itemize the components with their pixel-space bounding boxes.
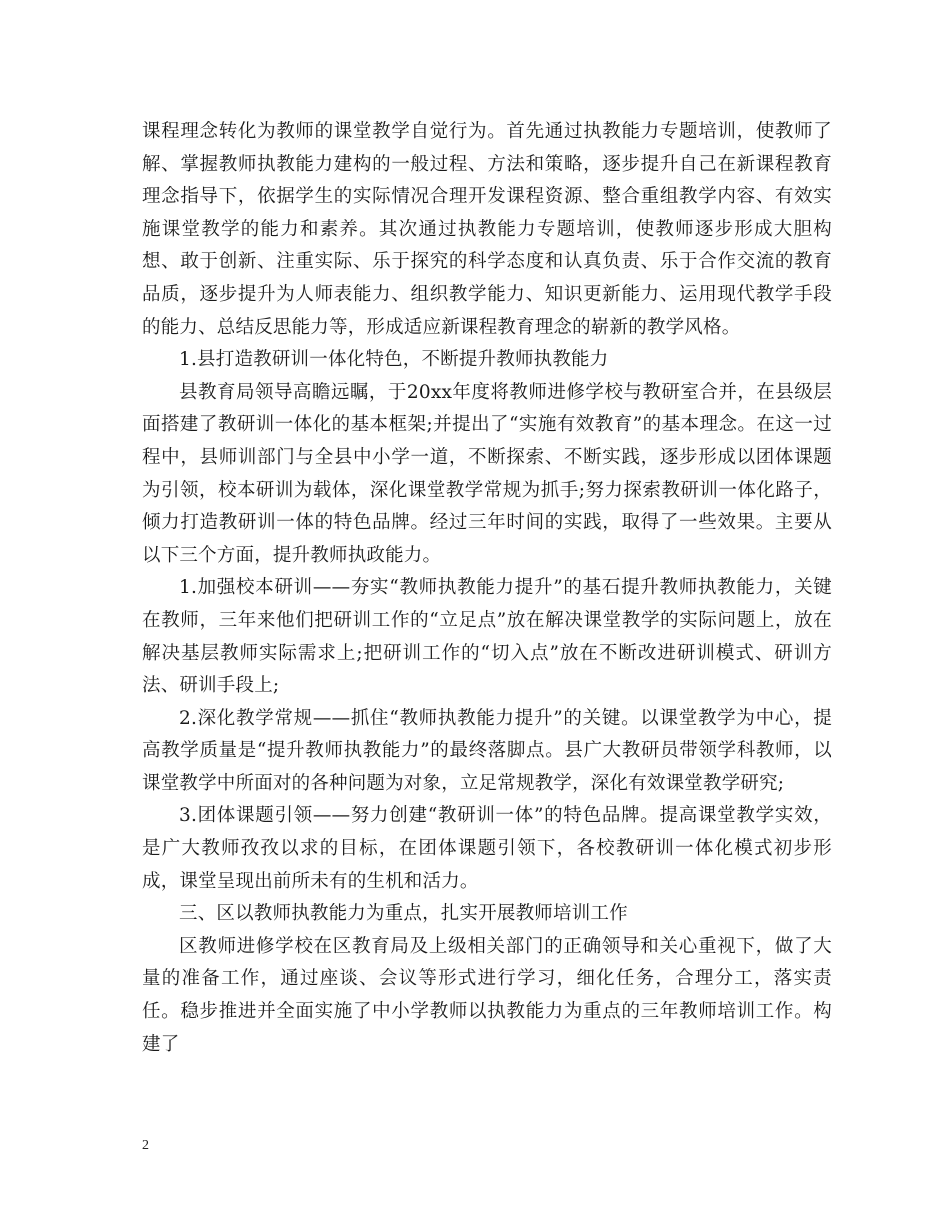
paragraph-3: 县教育局领导高瞻远瞩，于20xx年度将教师进修学校与教研室合并，在县级层面搭建了教研训一体化的基本框架;并提出了“实施有效教育”的基本理念。在这一过程中，县师训部门与全县中小学一道，不断探索、不断实践，逐步形成以团体课题为引领，校本研训为载体，深化课堂教学常规为抓手;努力探索教研训一体化路子，倾力打造教研训一体的特色品牌。经过三年时间的实践，取得了一些效果。主要从以下三个方面，提升教师执政能力。 (142, 381, 832, 566)
paragraph-4: 1.加强校本研训——夯实“教师执教能力提升”的基石提升教师执教能力，关键在教师，三年来他们把研训工作的“立足点”放在解决课堂教学的实际问题上，放在解决基层教师实际需求上;把研训工作的“切入点”放在不断改进研训模式、研训方法、研训手段上; (142, 577, 832, 697)
section-heading-3: 三、区以教师执教能力为重点，扎实开展教师培训工作 (179, 903, 628, 925)
paragraph-6: 3.团体课题引领——努力创建“教研训一体”的特色品牌。提高课堂教学实效，是广大教师孜孜以求的目标，在团体课题引领下，各校教研训一体化模式初步形成，课堂呈现出前所未有的生机和活力。 (142, 805, 832, 892)
document-body (142, 116, 832, 1061)
paragraph-8: 区教师进修学校在区教育局及上级相关部门的正确领导和关心重视下，做了大量的准备工作，通过座谈、会议等形式进行学习，细化任务，合理分工，落实责任。稳步推进并全面实施了中小学教师以执教能力为重点的三年教师培训工作。构建了 (142, 935, 832, 1055)
paragraph-5: 2.深化教学常规——抓住“教师执教能力提升”的关键。以课堂教学为中心，提高教学质量是“提升教师执教能力”的最终落脚点。县广大教研员带领学科教师，以课堂教学中所面对的各种问题为对象，立足常规教学，深化有效课堂教学研究; (142, 707, 832, 794)
paragraph-1: 课程理念转化为教师的课堂教学自觉行为。首先通过执教能力专题培训，使教师了解、掌握教师执教能力建构的一般过程、方法和策略，逐步提升自己在新课程教育理念指导下，依据学生的实际情况合理开发课程资源、整合重组教学内容、有效实施课堂教学的能力和素养。其次通过执教能力专题培训，使教师逐步形成大胆构想、敢于创新、注重实际、乐于探究的科学态度和认真负责、乐于合作交流的教育品质，逐步提升为人师表能力、组织教学能力、知识更新能力、运用现代教学手段的能力、总结反思能力等，形成适应新课程教育理念的崭新的教学风格。 (142, 121, 832, 338)
page-number: 2 (142, 1138, 149, 1153)
paragraph-2-heading: 1.县打造教研训一体化特色，不断提升教师执教能力 (179, 349, 609, 371)
